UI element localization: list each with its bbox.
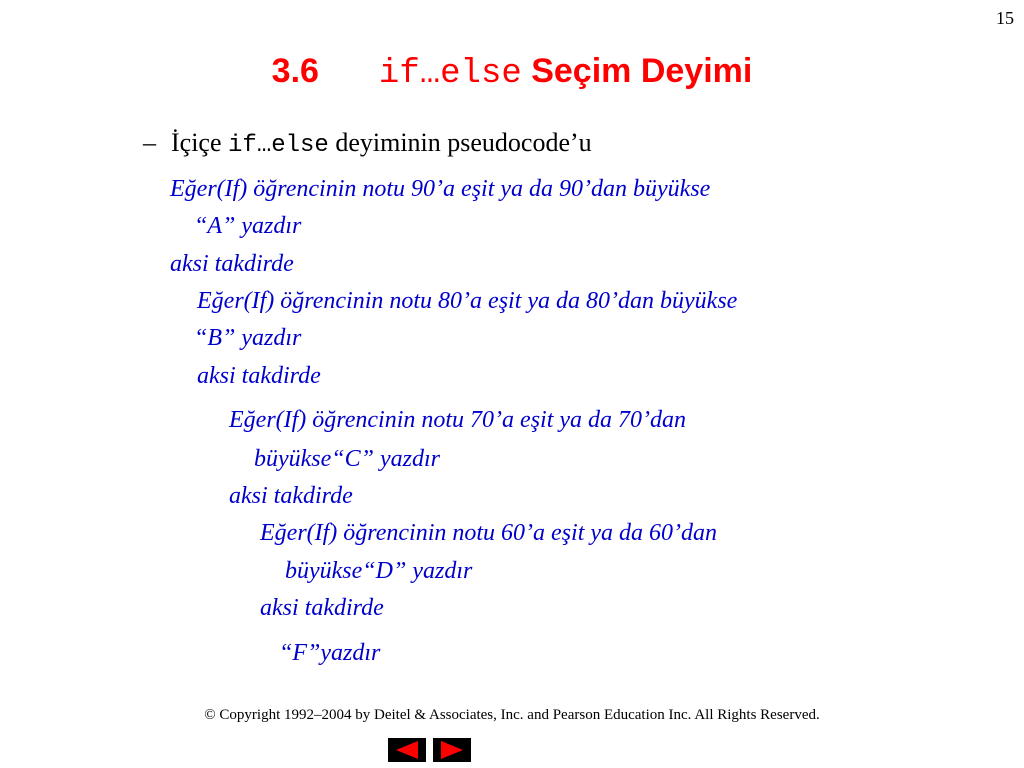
left-arrow-icon xyxy=(396,741,418,759)
pseudocode-line: “A” yazdır xyxy=(194,213,302,239)
pseudocode-line: aksi takdirde xyxy=(229,483,353,509)
pseudocode-line: büyükse“C” yazdır xyxy=(254,446,440,472)
pseudocode-line: “B” yazdır xyxy=(194,325,302,351)
previous-slide-button[interactable] xyxy=(388,738,426,762)
pseudocode-line: “F”yazdır xyxy=(279,640,381,666)
copyright-footer: © Copyright 1992–2004 by Deitel & Associates, Inc. and Pearson Education Inc. All Rights Reserved. xyxy=(204,707,820,723)
bullet-prefix: İçiçe xyxy=(171,128,222,157)
pseudocode-line: Eğer(If) öğrencinin notu 90’a eşit ya da 90’dan büyükse xyxy=(170,176,711,202)
pseudocode-line: Eğer(If) öğrencinin notu 60’a eşit ya da 60’dan xyxy=(260,520,718,546)
pseudocode-line: büyükse“D” yazdır xyxy=(285,558,473,584)
bullet-keyword: if…else xyxy=(228,132,329,159)
bullet-line xyxy=(143,128,592,159)
pseudocode-line: Eğer(If) öğrencinin notu 70’a eşit ya da 70’dan xyxy=(229,407,687,433)
bullet-dash: – xyxy=(143,128,156,157)
bullet-suffix: deyiminin pseudocode’u xyxy=(335,128,592,157)
page-number: 15 xyxy=(996,8,1014,28)
pseudocode-line: aksi takdirde xyxy=(260,595,384,621)
title-section-number: 3.6 xyxy=(271,52,319,90)
next-slide-button[interactable] xyxy=(433,738,471,762)
slide-title xyxy=(0,52,1024,93)
right-arrow-icon xyxy=(441,741,463,759)
pseudocode-line: aksi takdirde xyxy=(197,363,321,389)
pseudocode-line: Eğer(If) öğrencinin notu 80’a eşit ya da 80’dan büyükse xyxy=(197,288,738,314)
pseudocode-line: aksi takdirde xyxy=(170,251,294,277)
title-text: Seçim Deyimi xyxy=(531,52,753,90)
title-keyword: if…else xyxy=(378,55,522,93)
